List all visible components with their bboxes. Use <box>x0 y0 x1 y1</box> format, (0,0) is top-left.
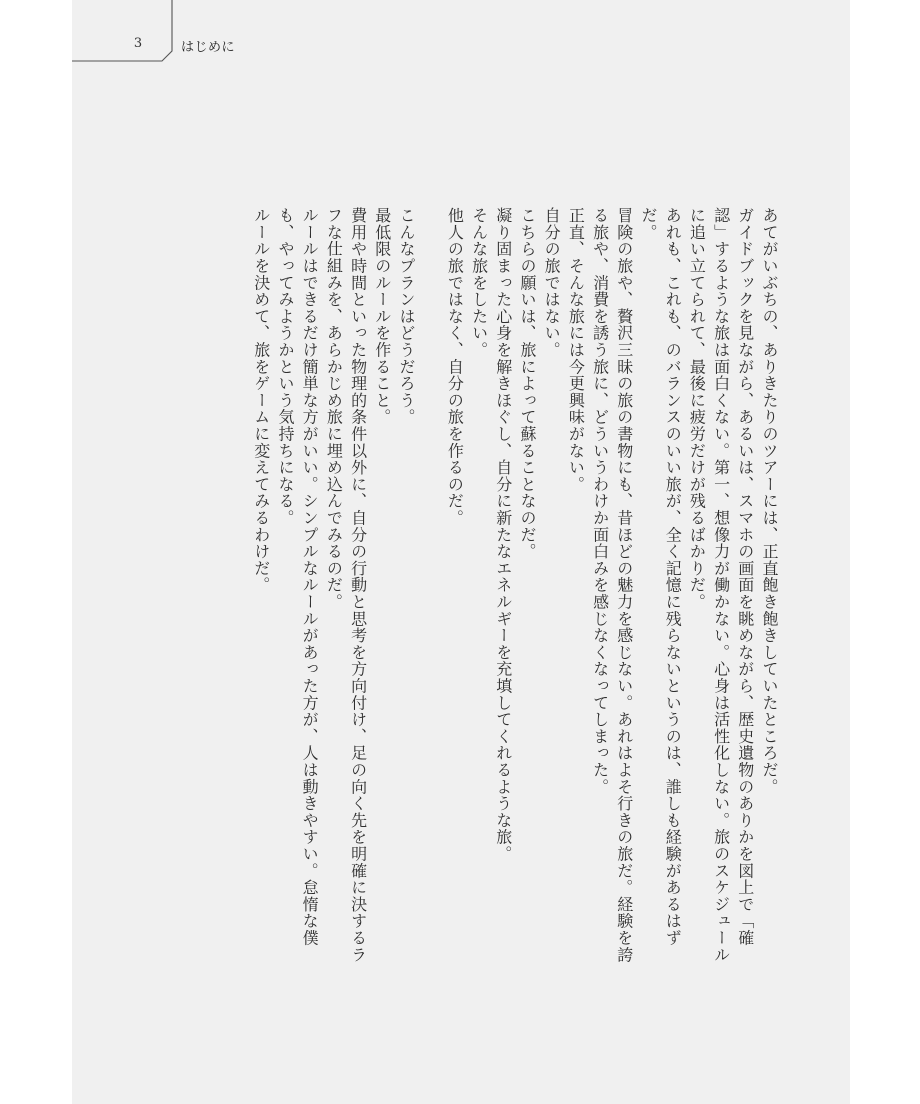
paragraph: 他人の旅ではなく、自分の旅を作るのだ。 <box>445 207 465 527</box>
paragraph: こんなプランはどうだろう。 <box>396 207 416 426</box>
page-number: 3 <box>133 36 143 51</box>
paragraph: あれも、これも、のバランスのいい旅が、全く記憶に残らないというのは、誰しも経験があるはずだ。 <box>638 207 683 947</box>
paragraph: こちらの願いは、旅によって蘇ることなのだ。 <box>517 207 537 560</box>
blank-line <box>418 207 442 967</box>
paragraph: 凝り固まった心身を解きほぐし、自分に新たなエネルギーを充填してくれるような旅。 <box>493 207 513 863</box>
paragraph: 冒険の旅や、贅沢三昧の旅の書物にも、昔ほどの魅力を感じない。あれはよそ行きの旅だ。経験を誇る旅や、消費を誘う旅に、どういうわけか面白みを感じなくなってしまった。 <box>590 207 634 963</box>
paragraph: ルールはできるだけ簡単な方がいい。シンプルなルールがあった方が、人は動きやすい。怠惰な僕も、やってみようかという気持ちになる。 <box>275 207 320 947</box>
vertical-body-text <box>249 207 781 967</box>
paragraph: 自分の旅ではない。 <box>542 207 562 359</box>
running-header <box>72 0 332 62</box>
paragraph: 費用や時間といった物理的条件以外に、自分の行動と思考を方向付け、足の向く先を明確に決するラフな仕組みを、あらかじめ旅に埋め込んでみるのだ。 <box>324 207 368 963</box>
paragraph: あてがいぶちの、ありきたりのツアーには、正直飽き飽きしていたところだ。 <box>760 207 779 795</box>
paragraph: そんな旅をしたい。 <box>469 207 489 359</box>
paragraph: ガイドブックを見ながら、あるいは、スマホの画面を眺めながら、歴史遺物のありかを図上で「確認」するような旅は面白くない。第一、想像力が働かない。心身は活性化しない。旅のスケジュールに追い立てられて、最後に疲労だけが残るばかりだ。 <box>687 207 755 963</box>
paragraph: ルールを決めて、旅をゲームに変えてみるわけだ。 <box>251 207 271 594</box>
paragraph: 最低限のルールを作ること。 <box>372 207 392 426</box>
paragraph: 正直、そんな旅には今更興味がない。 <box>566 207 586 493</box>
chapter-title: はじめに <box>181 40 236 55</box>
